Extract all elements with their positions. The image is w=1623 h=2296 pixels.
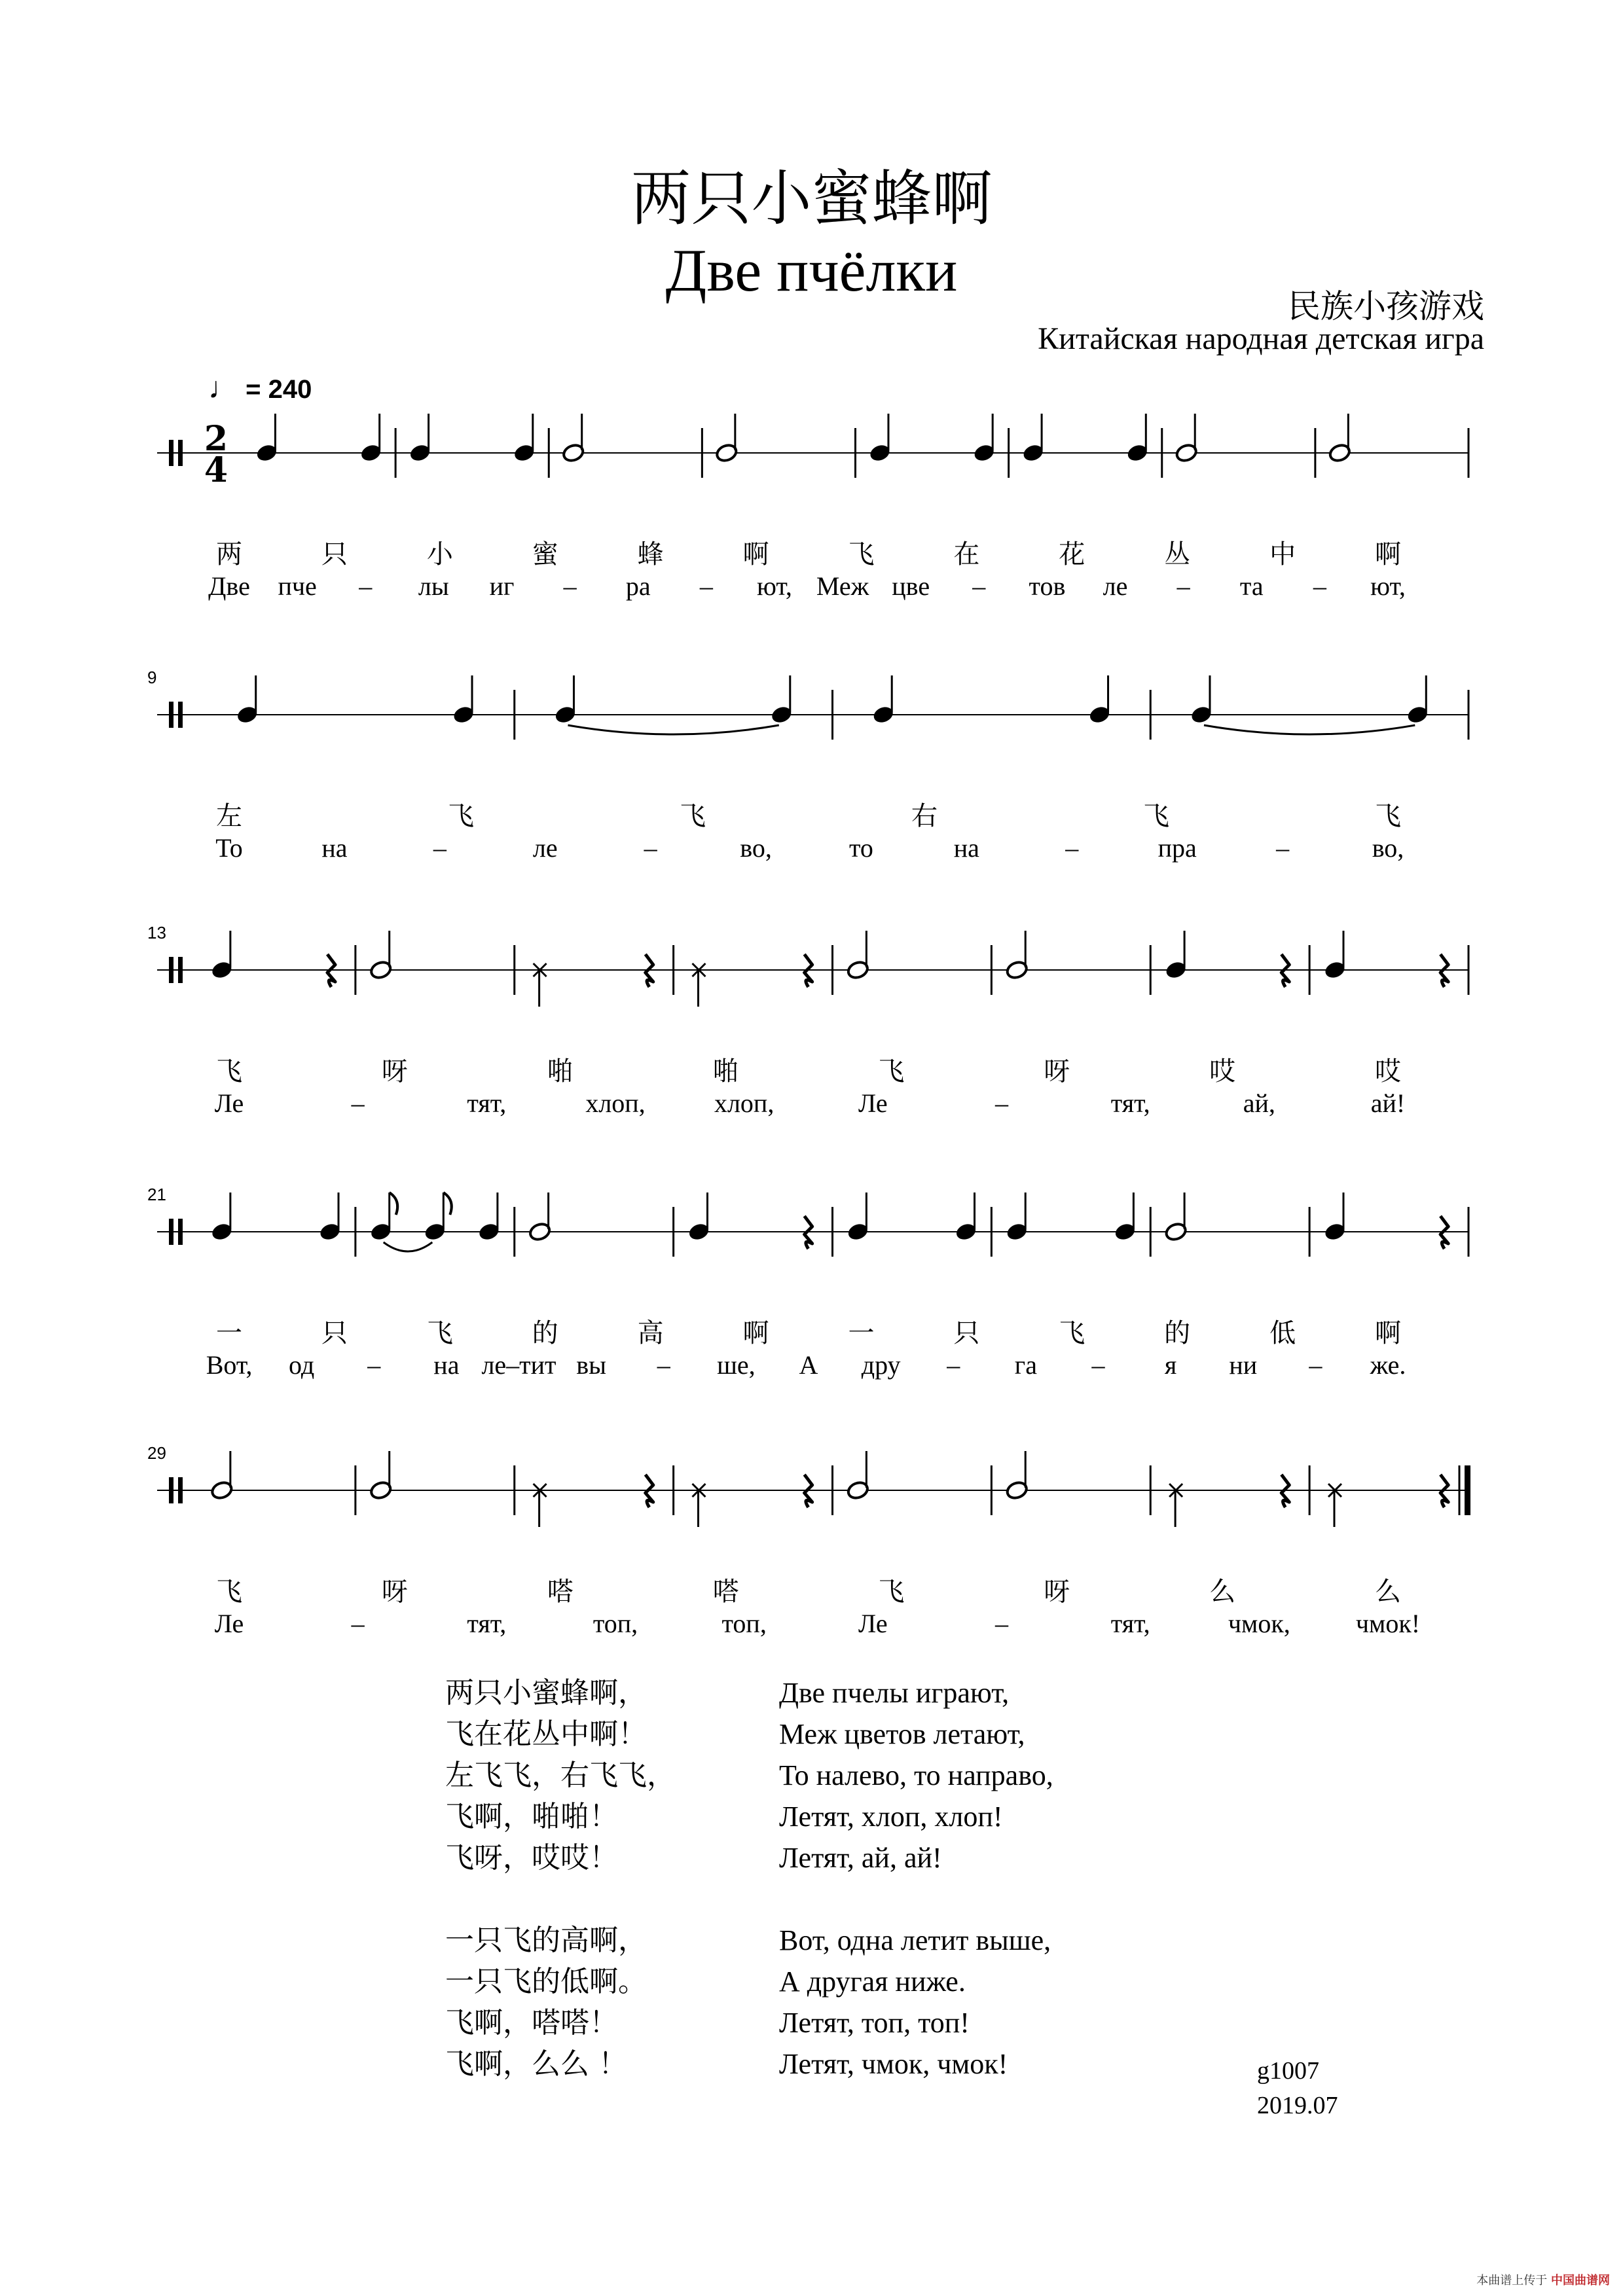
lyric-syllable-russian: – bbox=[563, 571, 577, 601]
quarter-note bbox=[255, 414, 278, 463]
measure-number: 9 bbox=[147, 668, 157, 687]
svg-text:2: 2 bbox=[204, 419, 228, 459]
quarter-note bbox=[477, 1193, 501, 1242]
measure-number: 29 bbox=[147, 1443, 166, 1463]
lyric-syllable-chinese: 飞 bbox=[848, 539, 875, 569]
lyric-syllable-chinese: 啊 bbox=[742, 539, 769, 569]
lyric-syllable-russian: во, bbox=[1372, 833, 1404, 863]
credit-brand: 中国曲谱网 bbox=[1551, 2274, 1610, 2287]
lyric-syllable-russian: Ле bbox=[214, 1609, 244, 1638]
half-note bbox=[210, 1451, 234, 1501]
lyric-syllable-chinese: 丛 bbox=[1164, 539, 1191, 569]
lyric-syllable-chinese: 飞 bbox=[1059, 1318, 1085, 1348]
lyric-syllable-russian: ле–тит bbox=[481, 1350, 556, 1380]
lyric-syllable-russian: ай, bbox=[1243, 1088, 1275, 1118]
lyric-syllable-russian: То bbox=[215, 833, 243, 863]
poem-line: Летят, топ, топ! bbox=[779, 2007, 970, 2039]
lyric-syllable-russian: я bbox=[1164, 1350, 1177, 1380]
eighth-note bbox=[423, 1193, 451, 1242]
lyric-syllable-chinese: 飞 bbox=[448, 801, 474, 831]
lyric-syllable-russian: ют, bbox=[1370, 571, 1406, 601]
lyric-syllable-russian: Ле bbox=[858, 1609, 888, 1638]
quarter-note bbox=[1005, 1193, 1029, 1242]
lyric-syllable-chinese: 低 bbox=[1269, 1318, 1296, 1348]
lyric-syllable-chinese: 么 bbox=[1375, 1577, 1401, 1607]
eighth-note bbox=[369, 1193, 397, 1242]
credit-prefix: 本曲谱上传于 bbox=[1476, 2274, 1548, 2287]
score-date: 2019.07 bbox=[1257, 2092, 1338, 2119]
quarter-note bbox=[1125, 414, 1149, 463]
quarter-note bbox=[871, 675, 895, 725]
poem-line: Две пчелы играют, bbox=[779, 1677, 1010, 1709]
lyric-syllable-chinese: 飞 bbox=[216, 1056, 242, 1086]
lyric-syllable-chinese: 一 bbox=[848, 1318, 875, 1348]
quarter-note bbox=[687, 1193, 710, 1242]
lyric-syllable-russian: – bbox=[972, 571, 986, 601]
lyric-syllable-russian: – bbox=[644, 833, 657, 863]
half-note bbox=[846, 931, 869, 980]
quarter-note bbox=[868, 414, 892, 463]
poem-line: Вот, одна летит выше, bbox=[779, 1924, 1051, 1956]
lyric-syllable-chinese: 花 bbox=[1059, 539, 1085, 569]
lyric-syllable-russian: – bbox=[995, 1609, 1008, 1638]
lyric-syllable-russian: тов bbox=[1029, 571, 1066, 601]
lyric-syllable-chinese: 蜜 bbox=[532, 539, 558, 569]
lyric-syllable-chinese: 高 bbox=[637, 1318, 664, 1348]
lyric-syllable-russian: А bbox=[799, 1350, 818, 1380]
lyric-syllable-chinese: 飞 bbox=[680, 801, 706, 831]
svg-text:4: 4 bbox=[204, 450, 228, 490]
lyric-syllable-russian: хлоп, bbox=[714, 1088, 775, 1118]
lyric-syllable-chinese: 飞 bbox=[1375, 801, 1401, 831]
lyric-syllable-russian: ни bbox=[1229, 1350, 1258, 1380]
time-signature bbox=[204, 419, 228, 490]
quarter-note bbox=[359, 414, 383, 463]
lyric-syllable-russian: Две bbox=[208, 571, 250, 601]
lyric-syllable-russian: – bbox=[1176, 571, 1190, 601]
half-note bbox=[715, 414, 739, 463]
lyric-syllable-russian: – bbox=[1276, 833, 1290, 863]
lyric-syllable-chinese: 哎 bbox=[1209, 1056, 1236, 1086]
lyric-syllable-russian: – bbox=[367, 1350, 381, 1380]
lyric-syllable-russian: цве bbox=[892, 571, 930, 601]
lyric-syllable-russian: – bbox=[657, 1350, 670, 1380]
tie bbox=[384, 1242, 433, 1251]
staff-svg bbox=[0, 661, 1623, 759]
quarter-note bbox=[770, 675, 793, 725]
lyric-syllable-chinese: 嗒 bbox=[547, 1577, 574, 1607]
lyric-syllable-chinese: 只 bbox=[953, 1318, 980, 1348]
quarter-note bbox=[1021, 414, 1045, 463]
lyric-syllable-russian: ше, bbox=[717, 1350, 756, 1380]
half-note bbox=[846, 1451, 869, 1501]
lyric-syllable-russian: же. bbox=[1370, 1350, 1406, 1380]
poem-chinese bbox=[445, 1672, 676, 2085]
measure-number: 13 bbox=[147, 923, 166, 942]
lyric-syllable-russian: чмок, bbox=[1228, 1609, 1290, 1638]
lyric-syllable-chinese: 飞 bbox=[426, 1318, 453, 1348]
half-note bbox=[1164, 1193, 1188, 1242]
lyric-syllable-chinese: 两 bbox=[216, 539, 242, 569]
lyric-syllable-russian: тят, bbox=[1110, 1609, 1150, 1638]
lyric-syllable-chinese: 右 bbox=[911, 801, 938, 831]
lyric-syllable-chinese: 一 bbox=[216, 1318, 242, 1348]
lyric-syllable-russian: – bbox=[1065, 833, 1079, 863]
quarter-note bbox=[1323, 931, 1347, 980]
poem-line: Летят, ай, ай! bbox=[779, 1842, 942, 1874]
poem-line: 左飞飞，右飞飞， bbox=[445, 1759, 676, 1792]
lyric-syllable-russian: – bbox=[1313, 571, 1326, 601]
lyric-syllable-russian: на bbox=[953, 833, 979, 863]
lyric-syllable-russian: пра bbox=[1158, 833, 1197, 863]
lyric-syllable-russian: Ле bbox=[858, 1088, 888, 1118]
lyric-syllable-russian: га bbox=[1014, 1350, 1037, 1380]
poem-line: 飞在花丛中啊！ bbox=[445, 1717, 647, 1751]
lyric-syllable-russian: ай! bbox=[1370, 1088, 1406, 1118]
poem-line bbox=[779, 1878, 1053, 1920]
quarter-note bbox=[1323, 1193, 1347, 1242]
lyric-syllable-russian: – bbox=[699, 571, 713, 601]
lyric-syllable-russian: – bbox=[1091, 1350, 1105, 1380]
lyric-syllable-russian: чмок! bbox=[1355, 1609, 1421, 1638]
quarter-note bbox=[1190, 675, 1213, 725]
lyric-syllable-chinese: 左 bbox=[216, 801, 242, 831]
tie bbox=[1204, 725, 1415, 734]
measure-number: 21 bbox=[147, 1185, 166, 1204]
lyric-syllable-russian: та bbox=[1239, 571, 1264, 601]
quarter-note bbox=[1088, 675, 1112, 725]
lyric-syllable-chinese: 啪 bbox=[712, 1056, 739, 1086]
lyric-syllable-chinese: 么 bbox=[1209, 1577, 1236, 1607]
lyric-syllable-chinese: 飞 bbox=[216, 1577, 242, 1607]
lyric-syllable-russian: то bbox=[848, 833, 873, 863]
quarter-note bbox=[409, 414, 432, 463]
lyric-syllable-chinese: 蜂 bbox=[637, 539, 664, 569]
lyric-syllable-chinese: 在 bbox=[953, 539, 980, 569]
lyric-syllable-russian: тят, bbox=[1110, 1088, 1150, 1118]
lyric-syllable-russian: Ле bbox=[214, 1088, 244, 1118]
lyric-syllable-chinese: 的 bbox=[1164, 1318, 1191, 1348]
lyric-syllable-russian: Вот, bbox=[206, 1350, 253, 1380]
subtitle-russian: Китайская народная детская игра bbox=[1038, 321, 1484, 356]
half-note bbox=[1328, 414, 1351, 463]
half-note bbox=[562, 414, 585, 463]
poem-russian bbox=[779, 1672, 1053, 2085]
half-note bbox=[369, 1451, 393, 1501]
poem-line: 飞啊，嗒嗒！ bbox=[445, 2006, 618, 2039]
title-chinese: 两只小蜜蜂啊 bbox=[630, 164, 993, 234]
quarter-note bbox=[236, 675, 259, 725]
score-code: g1007 bbox=[1257, 2057, 1319, 2085]
staff-svg bbox=[0, 916, 1623, 1014]
poem-line: А другая ниже. bbox=[779, 1965, 966, 1998]
lyric-syllable-russian: дру bbox=[861, 1350, 901, 1380]
half-note bbox=[1005, 1451, 1029, 1501]
quarter-note bbox=[513, 414, 536, 463]
lyric-syllable-russian: тят, bbox=[467, 1088, 507, 1118]
tempo-value: = 240 bbox=[238, 375, 312, 404]
lyric-syllable-chinese: 啊 bbox=[742, 1318, 769, 1348]
quarter-note bbox=[210, 1193, 234, 1242]
lyric-syllable-russian: – bbox=[351, 1609, 365, 1638]
poem-line: Летят, хлоп, хлоп! bbox=[779, 1801, 1003, 1833]
lyric-syllable-chinese: 啊 bbox=[1375, 539, 1401, 569]
lyric-syllable-russian: ра bbox=[625, 571, 651, 601]
lyric-syllable-russian: ле bbox=[1103, 571, 1128, 601]
quarter-note-icon: ♩ bbox=[208, 370, 238, 404]
lyric-syllable-russian: пче bbox=[278, 571, 317, 601]
quarter-note bbox=[210, 931, 234, 980]
lyric-syllable-russian: – bbox=[351, 1088, 365, 1118]
subtitle-chinese: 民族小孩游戏 bbox=[1288, 287, 1484, 325]
quarter-note bbox=[553, 675, 577, 725]
lyric-syllable-chinese: 只 bbox=[321, 1318, 348, 1348]
poem-line: 一只飞的低啊。 bbox=[445, 1965, 647, 1998]
lyric-syllable-chinese: 只 bbox=[321, 539, 348, 569]
lyric-syllable-russian: – bbox=[1309, 1350, 1322, 1380]
lyric-syllable-chinese: 啪 bbox=[547, 1056, 574, 1086]
lyric-syllable-chinese: 中 bbox=[1269, 539, 1296, 569]
lyric-syllable-russian: Меж bbox=[816, 571, 869, 601]
poem-line bbox=[445, 1878, 676, 1920]
lyric-syllable-russian: топ, bbox=[593, 1609, 638, 1638]
quarter-note bbox=[846, 1193, 869, 1242]
lyric-syllable-russian: од bbox=[289, 1350, 315, 1380]
lyric-syllable-chinese: 呀 bbox=[381, 1056, 408, 1086]
lyric-syllable-russian: хлоп, bbox=[585, 1088, 646, 1118]
lyric-syllable-russian: – bbox=[359, 571, 373, 601]
lyric-syllable-russian: лы bbox=[418, 571, 449, 601]
lyric-syllable-chinese: 呀 bbox=[381, 1577, 408, 1607]
staff-svg bbox=[0, 1437, 1623, 1535]
lyric-syllable-russian: топ, bbox=[721, 1609, 767, 1638]
poem-line: То налево, то направо, bbox=[779, 1759, 1053, 1791]
lyric-syllable-russian: – bbox=[433, 833, 447, 863]
poem-line: 两只小蜜蜂啊， bbox=[445, 1676, 647, 1710]
lyric-syllable-russian: во, bbox=[740, 833, 772, 863]
quarter-note bbox=[954, 1193, 977, 1242]
lyric-syllable-chinese: 飞 bbox=[1143, 801, 1169, 831]
lyric-syllable-russian: на bbox=[433, 1350, 460, 1380]
lyric-syllable-chinese: 小 bbox=[426, 539, 453, 569]
poem-line: Меж цветов летают, bbox=[779, 1718, 1025, 1750]
quarter-note bbox=[972, 414, 996, 463]
lyric-syllable-chinese: 哎 bbox=[1375, 1056, 1401, 1086]
quarter-note bbox=[1406, 675, 1429, 725]
lyric-syllable-chinese: 飞 bbox=[878, 1056, 905, 1086]
lyric-syllable-chinese: 呀 bbox=[1044, 1577, 1070, 1607]
lyric-syllable-russian: – bbox=[947, 1350, 960, 1380]
lyric-syllable-russian: тят, bbox=[467, 1609, 507, 1638]
lyric-syllable-russian: ле bbox=[532, 833, 558, 863]
title-russian: Две пчёлки bbox=[665, 237, 958, 304]
lyric-syllable-chinese: 嗒 bbox=[712, 1577, 739, 1607]
lyric-syllable-chinese: 呀 bbox=[1044, 1056, 1070, 1086]
poem-line: 飞啊，么么 ！ bbox=[445, 2047, 627, 2081]
poem-line: 一只飞的高啊， bbox=[445, 1924, 647, 1957]
half-note bbox=[1175, 414, 1198, 463]
lyric-syllable-russian: иг bbox=[489, 571, 515, 601]
lyric-syllable-chinese: 啊 bbox=[1375, 1318, 1401, 1348]
lyric-syllable-russian: ют, bbox=[757, 571, 792, 601]
lyric-syllable-russian: на bbox=[321, 833, 348, 863]
tie bbox=[568, 725, 778, 734]
half-note bbox=[369, 931, 393, 980]
poem-line: 飞啊，啪啪！ bbox=[445, 1800, 618, 1833]
quarter-note bbox=[452, 675, 475, 725]
half-note bbox=[1005, 931, 1029, 980]
upload-credit bbox=[1476, 2271, 1610, 2288]
quarter-note bbox=[318, 1193, 342, 1242]
poem-line: Летят, чмок, чмок! bbox=[779, 2048, 1008, 2080]
quarter-note bbox=[1164, 931, 1188, 980]
half-note bbox=[528, 1193, 552, 1242]
poem-line: 飞呀，哎哎！ bbox=[445, 1841, 618, 1874]
staff-svg bbox=[0, 1178, 1623, 1276]
lyric-syllable-russian: – bbox=[995, 1088, 1008, 1118]
quarter-note bbox=[1113, 1193, 1137, 1242]
lyric-syllable-chinese: 的 bbox=[532, 1318, 558, 1348]
staff-svg bbox=[0, 399, 1623, 497]
lyric-syllable-russian: вы bbox=[576, 1350, 607, 1380]
lyric-syllable-chinese: 飞 bbox=[878, 1577, 905, 1607]
